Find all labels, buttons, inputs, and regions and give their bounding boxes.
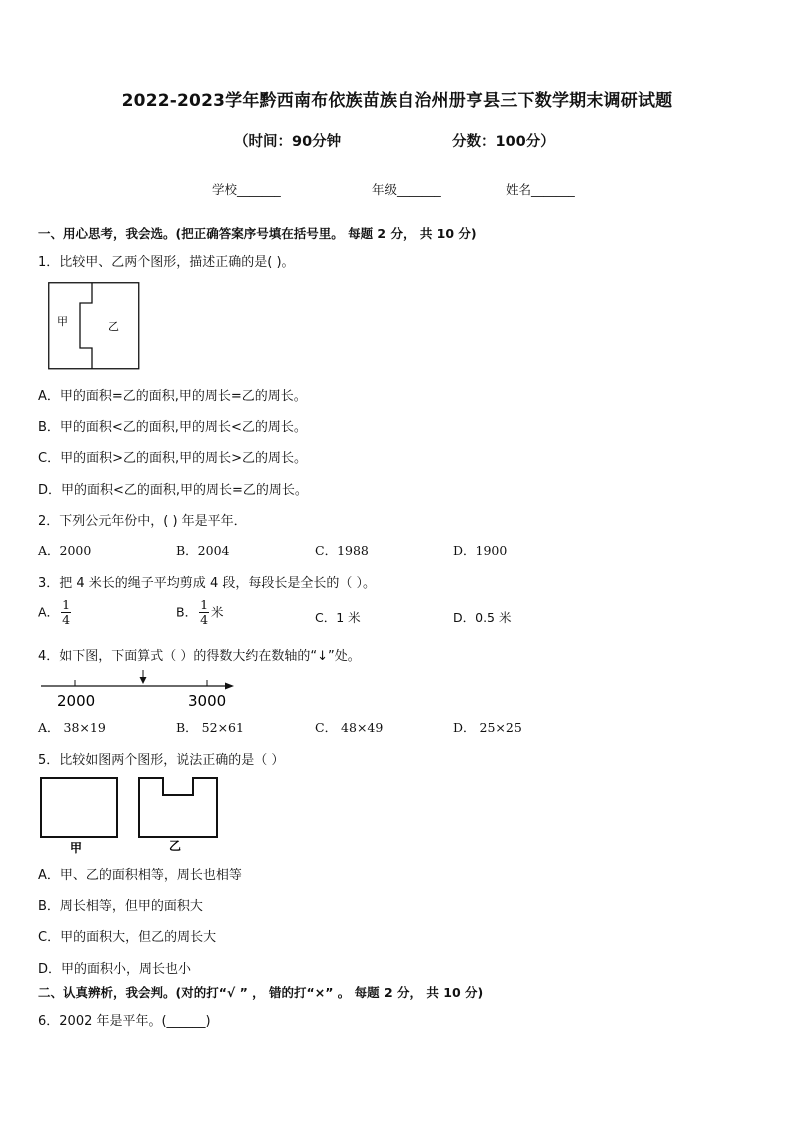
q3-option-b-denominator: 4 (200, 612, 209, 628)
q3-option-a-prefix: A． (38, 604, 60, 620)
q1-option-c[interactable]: C．甲的面积>乙的面积,甲的周长>乙的周长。 (38, 451, 307, 466)
q4-label-2000: 2000 (57, 692, 96, 710)
q3-option-b-numerator: 1 (200, 597, 209, 612)
q2-option-c[interactable]: C．1988 (315, 543, 369, 558)
question-6[interactable]: 6．2002 年是平年。(______) (38, 1014, 211, 1029)
q4-option-a[interactable]: A． 38×19 (38, 720, 106, 735)
q1-option-d[interactable]: D．甲的面积<乙的面积,甲的周长=乙的周长。 (38, 483, 308, 498)
q3-option-a-numerator: 1 (62, 597, 71, 612)
q5-option-a[interactable]: A．甲、乙的面积相等，周长也相等 (38, 868, 242, 883)
question-1: 1．比较甲、乙两个图形，描述正确的是( )。 (38, 255, 295, 270)
q2-option-b[interactable]: B．2004 (176, 543, 230, 558)
grade-field[interactable]: 年级_______ (372, 182, 441, 197)
q2-option-a[interactable]: A．2000 (38, 543, 92, 558)
question-5: 5．比较如图两个图形，说法正确的是（ ） (38, 753, 285, 768)
question-3: 3．把 4 米长的绳子平均剪成 4 段，每段长是全长的（ ）。 (38, 576, 376, 591)
q1-label-jia: 甲 (57, 315, 68, 328)
q3-option-b-fraction (199, 598, 209, 628)
section-heading-1: 一、用心思考，我会选。(把正确答案序号填在括号里。 每题 2 分， 共 10 分) (38, 226, 477, 241)
section-heading-2: 二、认真辨析，我会判。(对的打“√ ” ， 错的打“×” 。 每题 2 分， 共 10 分) (38, 985, 484, 1000)
q3-option-b-unit: 米 (211, 604, 224, 620)
q2-option-d[interactable]: D．1900 (453, 543, 508, 558)
exam-score: 分数：100分） (452, 134, 555, 150)
school-field[interactable]: 学校_______ (212, 182, 281, 197)
q3-option-a[interactable] (38, 598, 73, 628)
q4-option-b[interactable]: B． 52×61 (176, 720, 244, 735)
q1-label-yi: 乙 (108, 320, 119, 333)
q4-number-line (38, 668, 238, 712)
q5-label-jia: 甲 (70, 841, 83, 855)
q3-option-a-denominator: 4 (62, 612, 71, 628)
q5-option-c[interactable]: C．甲的面积大，但乙的周长大 (38, 930, 217, 945)
q4-axis-arrowhead (225, 683, 234, 690)
q5-figure (38, 775, 228, 855)
q1-option-a[interactable]: A．甲的面积=乙的面积,甲的周长=乙的周长。 (38, 389, 307, 404)
q3-option-a-fraction (61, 598, 71, 628)
q5-shape-yi (139, 778, 217, 837)
q4-option-c[interactable]: C． 48×49 (315, 720, 384, 735)
question-4: 4．如下图，下面算式（ ）的得数大约在数轴的“↓”处。 (38, 649, 361, 664)
q1-option-b[interactable]: B．甲的面积<乙的面积,甲的周长<乙的周长。 (38, 420, 307, 435)
q4-option-d[interactable]: D． 25×25 (453, 720, 522, 735)
page-title: 2022-2023学年黔西南布依族苗族自治州册亨县三下数学期末调研试题 (121, 91, 673, 111)
q1-figure-divider (80, 283, 92, 369)
name-field[interactable]: 姓名_______ (506, 182, 575, 197)
question-2: 2．下列公元年份中，( ) 年是平年． (38, 514, 247, 529)
q5-label-yi: 乙 (169, 839, 182, 853)
q4-label-3000: 3000 (188, 692, 227, 710)
q4-down-arrow-head (140, 677, 147, 684)
q5-shape-jia (41, 778, 117, 837)
q5-option-d[interactable]: D．甲的面积小，周长也小 (38, 962, 192, 977)
q1-figure (48, 282, 140, 370)
q3-option-d[interactable]: D．0.5 米 (453, 610, 512, 625)
q3-option-b-prefix: B． (176, 604, 198, 620)
exam-time: （时间：90分钟 (234, 134, 342, 150)
q5-option-b[interactable]: B．周长相等，但甲的面积大 (38, 899, 203, 914)
q3-option-c[interactable]: C．1 米 (315, 610, 361, 625)
q3-option-b[interactable] (176, 598, 224, 628)
